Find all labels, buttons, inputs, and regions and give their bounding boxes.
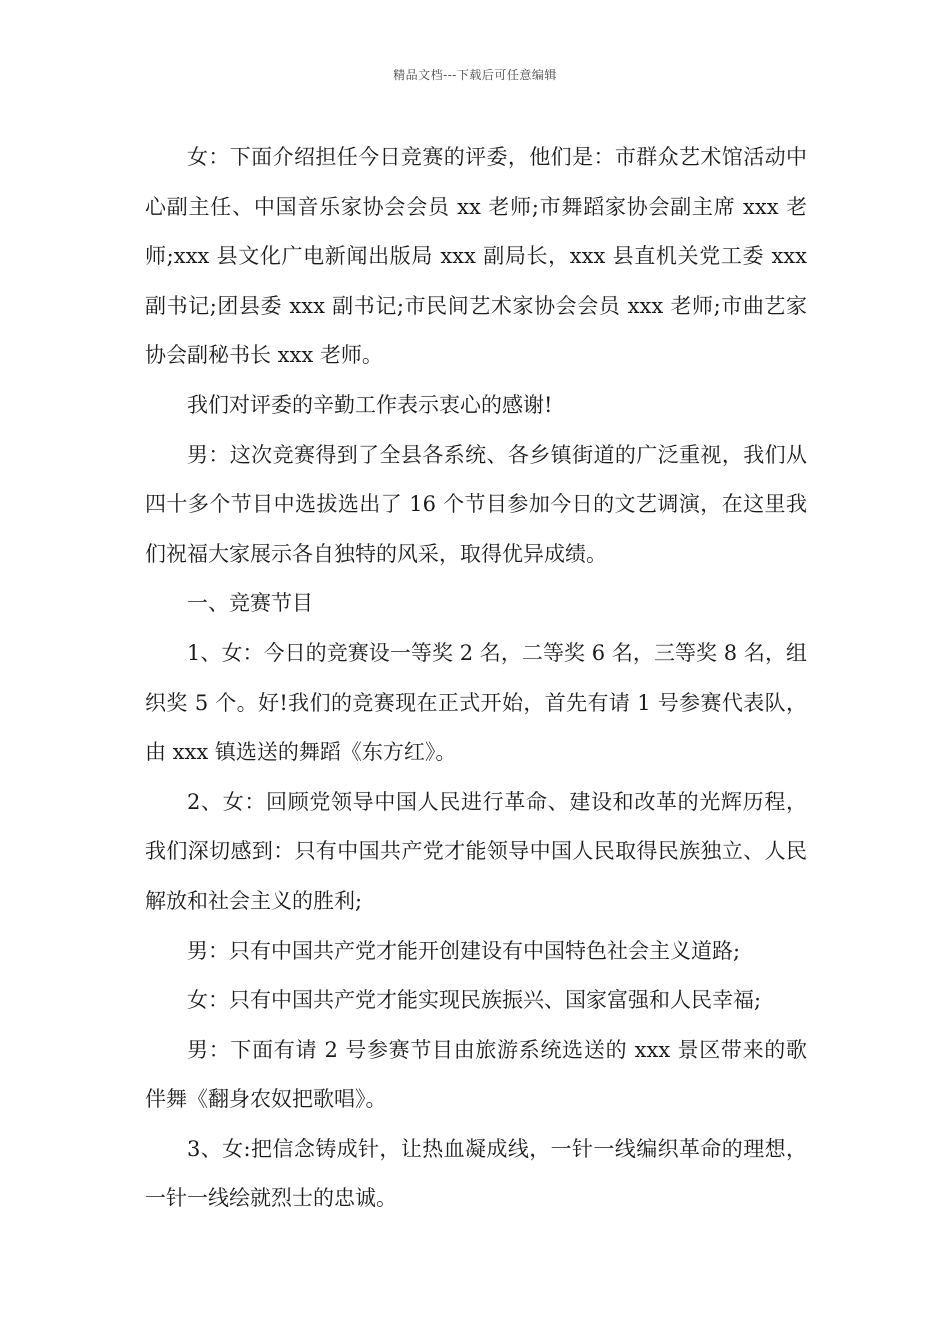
paragraph-program-3: 3、女:把信念铸成针，让热血凝成线，一针一线编织革命的理想，一针一线绘就烈士的忠诚。	[145, 1136, 807, 1211]
page-header: 精品文档---下载后可任意编辑	[393, 68, 557, 82]
paragraph-male-line-1: 男：只有中国共产党才能开创建设有中国特色社会主义道路;	[187, 938, 741, 963]
paragraph-program-1: 1、女：今日的竞赛设一等奖 2 名，二等奖 6 名，三等奖 8 名，组织奖 5 个。好!我们的竞赛现在正式开始，首先有请 1 号参赛代表队，由 xxx 镇选送的舞蹈《东方红》。	[145, 640, 807, 765]
paragraph-judges-intro: 女：下面介绍担任今日竞赛的评委，他们是：市群众艺术馆活动中心副主任、中国音乐家协会会员 xx 老师;市舞蹈家协会副主席 xxx 老师;xxx 县文化广电新闻出版局 xxx 副局长，xxx 县直机关党工委 xxx 副书记;团县委 xxx 副书记;市民间艺术家协会会员 xxx 老师;市曲艺家协会副秘书长 xxx 老师。	[145, 145, 807, 368]
paragraph-thanks: 我们对评委的辛勤工作表示衷心的感谢!	[187, 392, 553, 417]
section-heading-programs: 一、竞赛节目	[187, 591, 313, 616]
paragraph-female-line-1: 女：只有中国共产党才能实现民族振兴、国家富强和人民幸福;	[187, 988, 762, 1013]
paragraph-competition-overview: 男：这次竞赛得到了全县各系统、各乡镇街道的广泛重视，我们从四十多个节目中选拔选出了 16 个节目参加今日的文艺调演，在这里我们祝福大家展示各自独特的风采，取得优异成绩。	[145, 442, 807, 566]
paragraph-program-2: 2、女：回顾党领导中国人民进行革命、建设和改革的光辉历程，我们深切感到：只有中国共产党才能领导中国人民取得民族独立、人民解放和社会主义的胜利;	[145, 789, 807, 913]
document-body	[145, 133, 807, 1224]
paragraph-male-line-2: 男：下面有请 2 号参赛节目由旅游系统选送的 xxx 景区带来的歌伴舞《翻身农奴把歌唱》。	[145, 1037, 807, 1112]
